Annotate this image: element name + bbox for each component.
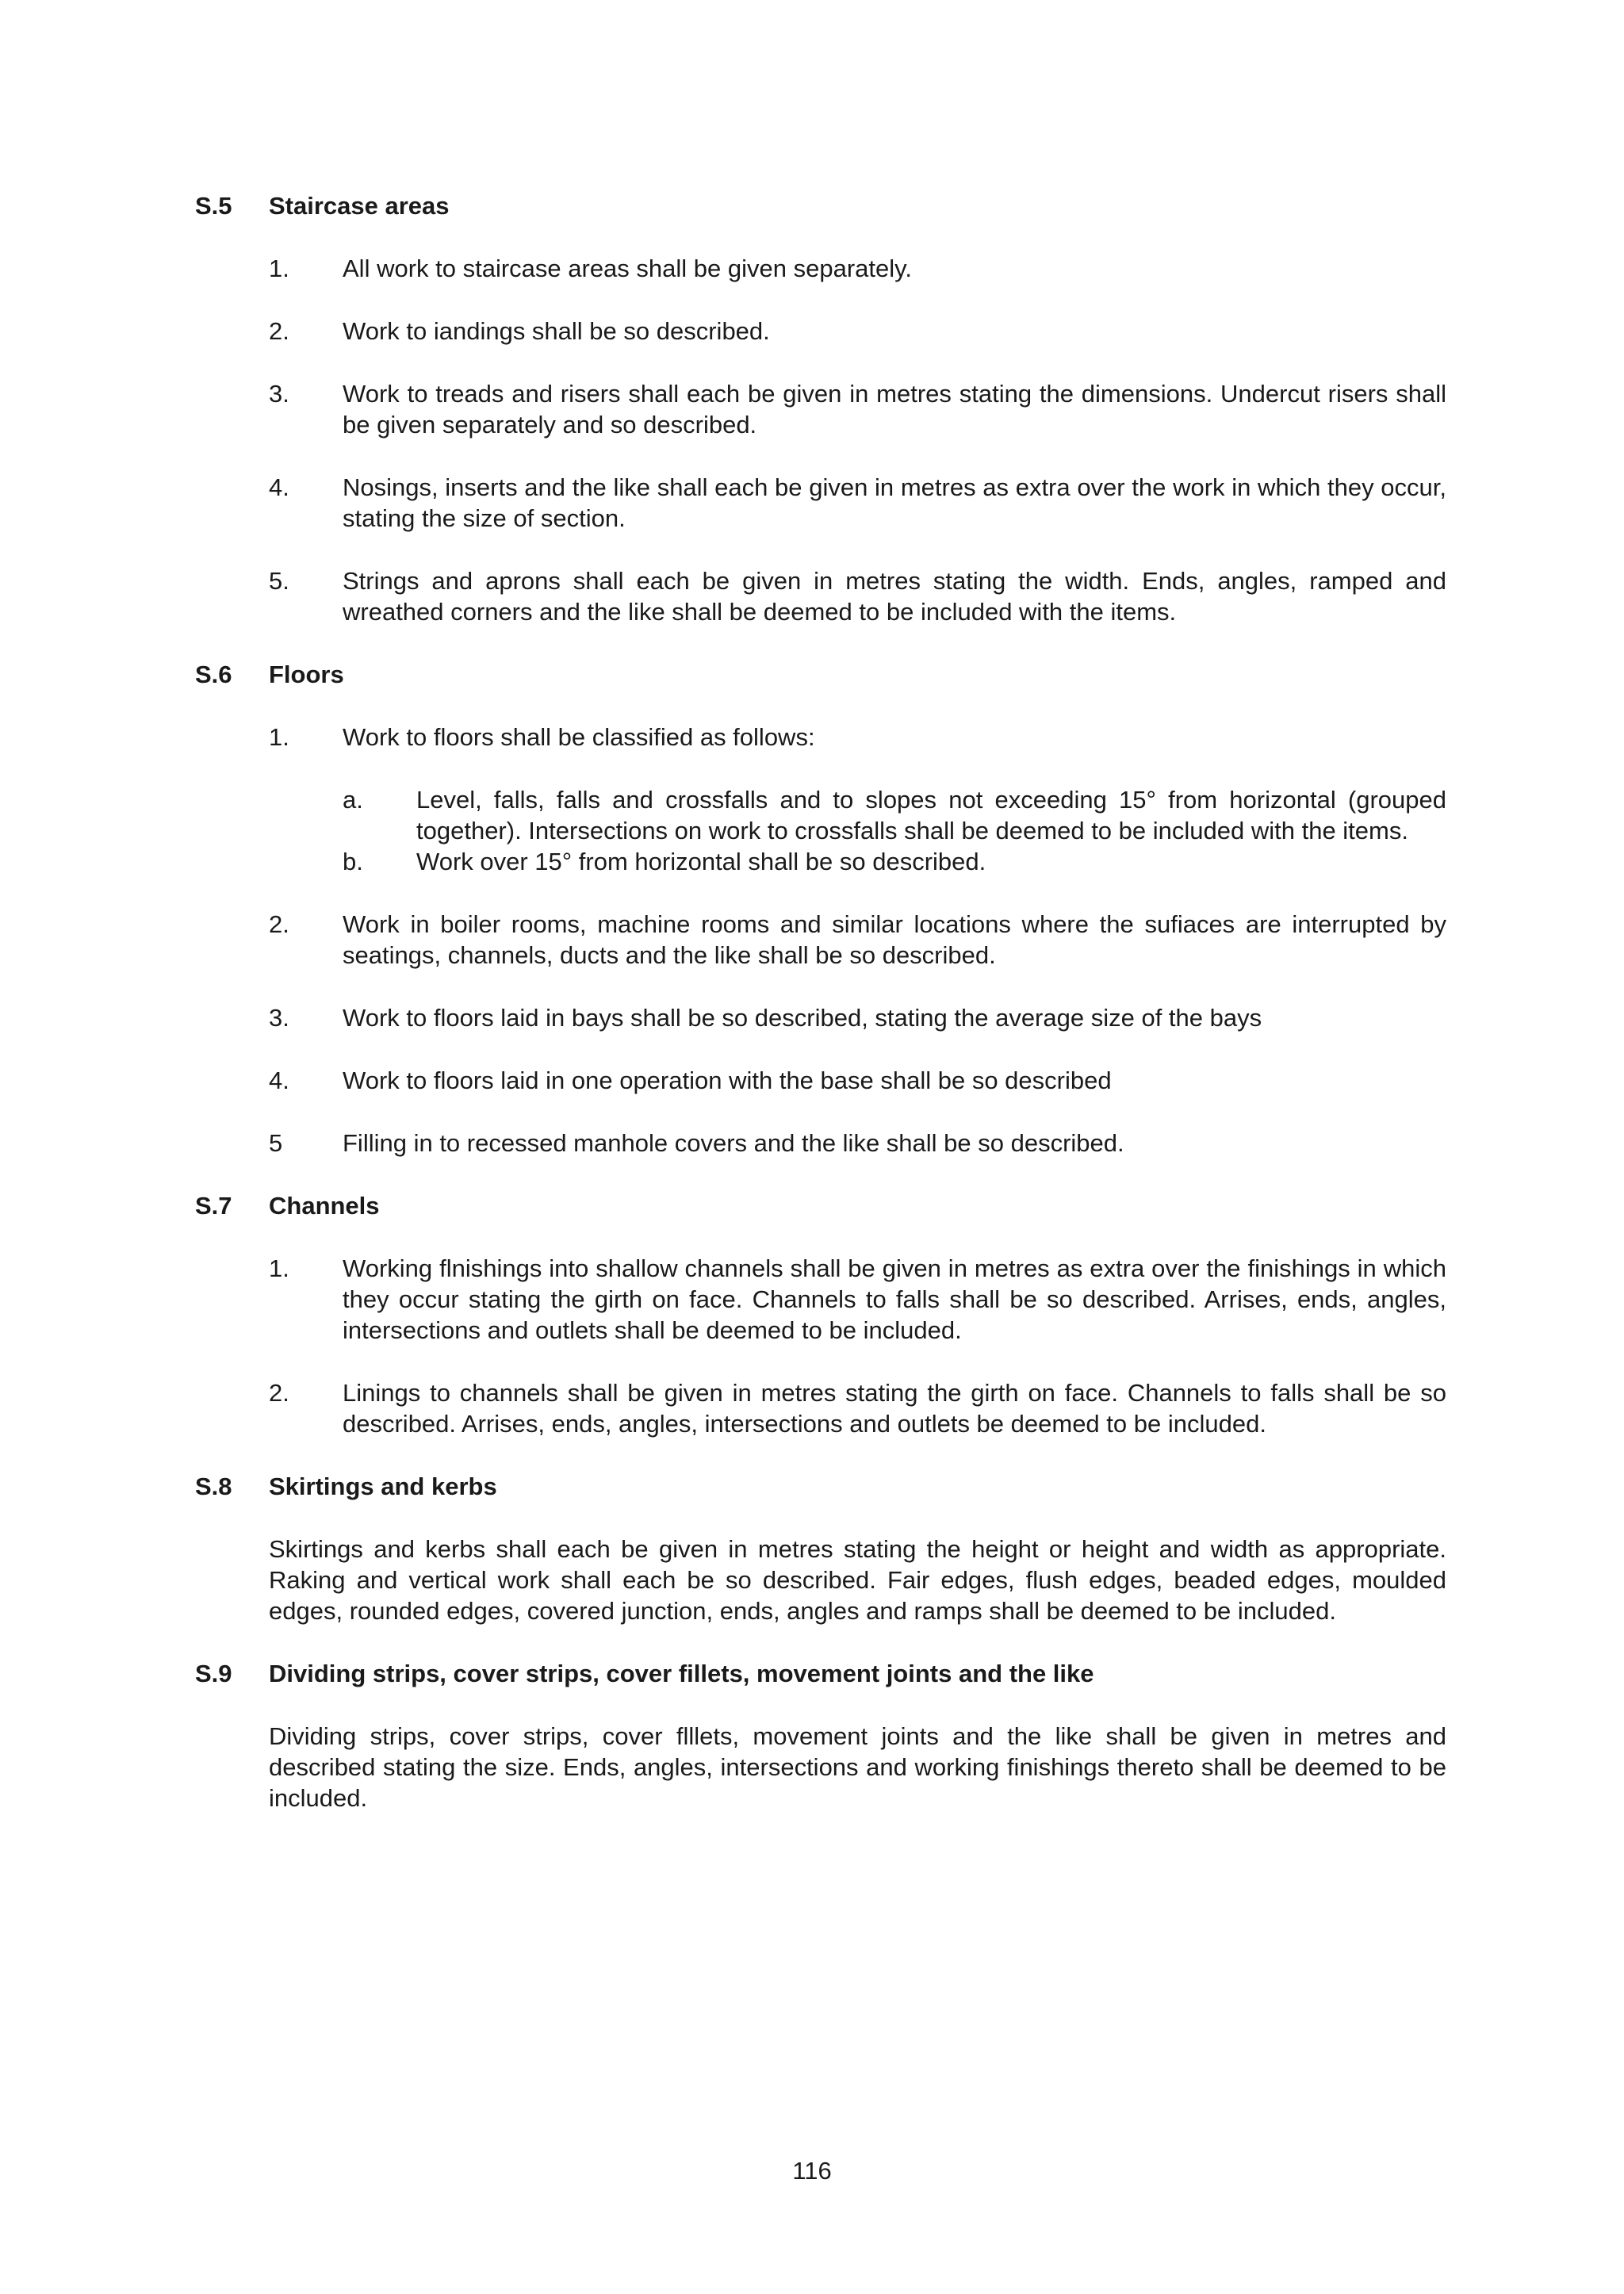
section-title: Dividing strips, cover strips, cover fillets, movement joints and the like xyxy=(269,1660,1094,1687)
section-number: S.5 xyxy=(195,192,232,220)
section-paragraph: Skirtings and kerbs shall each be given in metres stating the height or height and width as appropriate. Raking and vertical work shall each be so described. Fair edges, flush edges, beaded edges, moulded edges, rounded edges, covered junction, ends, angles and ramps shall be deemed to be included. xyxy=(269,1535,1446,1625)
item-text: Work to iandings shall be so described. xyxy=(343,317,770,345)
list-item xyxy=(269,253,1446,284)
sub-item-text: Level, falls, falls and crossfalls and to slopes not exceeding 15° from horizontal (grouped together). Intersections on work to crossfalls shall be deemed to be included with the items. xyxy=(416,786,1446,844)
section-s6 xyxy=(195,659,1446,1158)
sub-list xyxy=(343,784,1446,877)
item-number: 3. xyxy=(269,1004,289,1032)
list-item xyxy=(269,316,1446,347)
item-number: 2. xyxy=(269,910,289,938)
item-number: 2. xyxy=(269,317,289,345)
list-item xyxy=(269,1377,1446,1439)
section-s5 xyxy=(195,190,1446,627)
page-number: 116 xyxy=(792,2157,832,2185)
section-s8 xyxy=(195,1471,1446,1626)
list-item xyxy=(269,1253,1446,1346)
item-number: 5 xyxy=(269,1129,283,1157)
item-text: Filling in to recessed manhole covers and the like shall be so described. xyxy=(343,1129,1124,1157)
item-text: Nosings, inserts and the like shall each be given in metres as extra over the work in which they occur, stating the size of section. xyxy=(343,473,1446,532)
item-number: 1. xyxy=(269,255,289,282)
section-number: S.6 xyxy=(195,661,232,688)
item-number: 1. xyxy=(269,723,289,751)
item-number: 3. xyxy=(269,380,289,408)
list-item xyxy=(269,722,1446,877)
item-text: Working flnishings into shallow channels shall be given in metres as extra over the finishings in which they occur stating the girth on face. Channels to falls shall be so described. Arrises, ends, angles, intersections and outlets shall be deemed to be included. xyxy=(343,1254,1446,1344)
sub-item-letter: b. xyxy=(343,848,363,875)
document-page xyxy=(195,190,1446,1845)
item-number: 1. xyxy=(269,1254,289,1282)
list-item xyxy=(269,1128,1446,1158)
section-heading xyxy=(195,190,1446,221)
list-item xyxy=(269,1065,1446,1096)
list-item xyxy=(269,1002,1446,1033)
item-number: 2. xyxy=(269,1379,289,1407)
section-title: Channels xyxy=(269,1192,380,1220)
item-text: All work to staircase areas shall be given separately. xyxy=(343,255,912,282)
item-text: Work to treads and risers shall each be given in metres stating the dimensions. Undercut risers shall be given separately and so described. xyxy=(343,380,1446,439)
item-text: Work to floors laid in bays shall be so described, stating the average size of the bays xyxy=(343,1004,1262,1032)
item-number: 4. xyxy=(269,473,289,501)
section-number: S.7 xyxy=(195,1192,232,1220)
item-text: Linings to channels shall be given in metres stating the girth on face. Channels to falls shall be so described. Arrises, ends, angles, intersections and outlets be deemed to be included. xyxy=(343,1379,1446,1438)
item-text: Work in boiler rooms, machine rooms and similar locations where the sufiaces are interrupted by seatings, channels, ducts and the like shall be so described. xyxy=(343,910,1446,969)
section-number: S.8 xyxy=(195,1473,232,1500)
item-text: Work to floors laid in one operation with the base shall be so described xyxy=(343,1067,1112,1094)
sub-list-item xyxy=(343,846,1446,877)
section-title: Skirtings and kerbs xyxy=(269,1473,497,1500)
list-item xyxy=(269,909,1446,971)
section-heading xyxy=(195,1471,1446,1502)
section-paragraph: Dividing strips, cover strips, cover flllets, movement joints and the like shall be given in metres and described stating the size. Ends, angles, intersections and working finishings thereto shall be deemed to be included. xyxy=(269,1722,1446,1812)
section-number: S.9 xyxy=(195,1660,232,1687)
item-text: Strings and aprons shall each be given in metres stating the width. Ends, angles, ramped and wreathed corners and the like shall be deemed to be included with the items. xyxy=(343,567,1446,626)
section-title: Floors xyxy=(269,661,344,688)
section-s7 xyxy=(195,1190,1446,1439)
list-item xyxy=(269,378,1446,440)
sub-item-letter: a. xyxy=(343,786,363,814)
sub-item-text: Work over 15° from horizontal shall be so described. xyxy=(416,848,986,875)
list-item xyxy=(269,472,1446,534)
section-heading xyxy=(195,1190,1446,1221)
item-text: Work to floors shall be classified as follows: xyxy=(343,723,815,751)
item-number: 4. xyxy=(269,1067,289,1094)
section-heading xyxy=(195,1658,1446,1689)
section-title: Staircase areas xyxy=(269,192,450,220)
section-heading xyxy=(195,659,1446,690)
sub-list-item xyxy=(343,784,1446,846)
section-s9 xyxy=(195,1658,1446,1813)
list-item xyxy=(269,565,1446,627)
item-number: 5. xyxy=(269,567,289,595)
